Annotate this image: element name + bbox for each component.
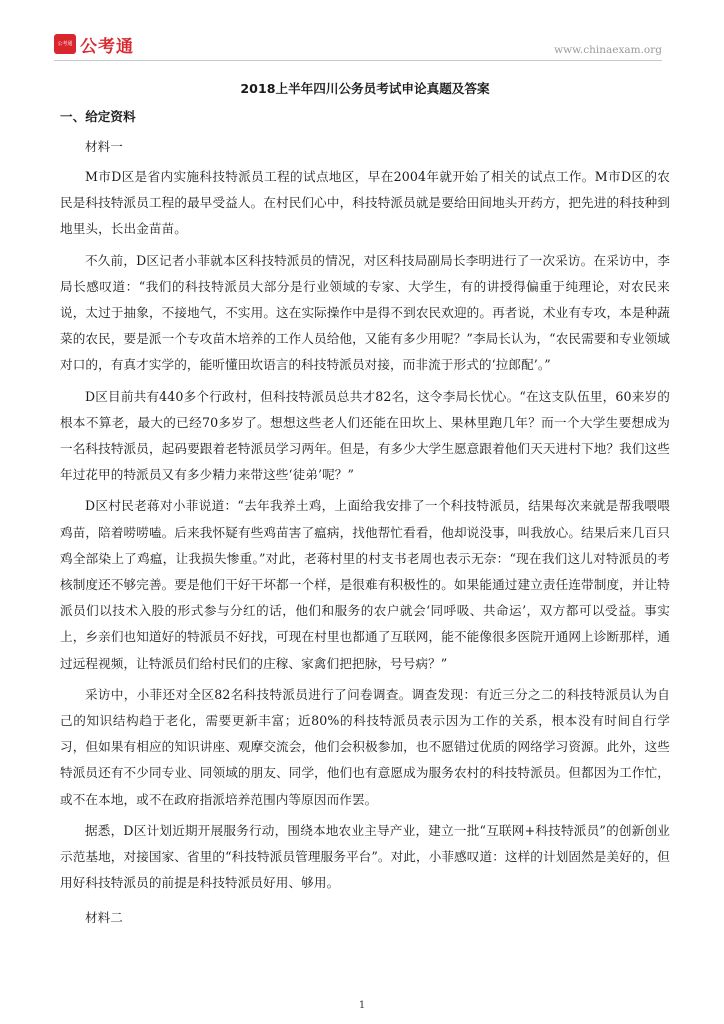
document-body	[60, 74, 670, 935]
material-label: 材料二	[85, 910, 123, 926]
paragraph: M市D区是省内实施科技特派员工程的试点地区，早在2004年就开始了相关的试点工作。M市D区的农民是科技特派员工程的最早受益人。在村民们心中，科技特派员就是要给田间地头开药方，把先进的科技种到地里头，长出金苗苗。	[60, 169, 670, 237]
page-header	[0, 0, 724, 62]
page-number: 1	[358, 1000, 366, 1011]
section-heading: 一、给定资料	[60, 109, 136, 124]
brand-logo[interactable]	[54, 34, 134, 57]
paragraph: 采访中，小菲还对全区82名科技特派员进行了问卷调查。调查发现：有近三分之二的科技特派员认为自己的知识结构趋于老化，需要更新丰富；近80%的科技特派员表示因为工作的关系，根本没有时间自行学习，但如果有相应的知识讲座、观摩交流会，他们会积极参加，也不愿错过优质的网络学习资源。此外，这些特派员还有不少同专业、同领域的朋友、同学，他们也有意愿成为服务农村的科技特派员。但都因为工作忙，或不在本地，或不在政府指派培养范围内等原因而作罢。	[60, 686, 670, 807]
paragraph: D区目前共有440多个行政村，但科技特派员总共才82名，这令李局长忧心。“在这支队伍里，60来岁的根本不算老，最大的已经70多岁了。想想这些老人们还能在田坎上、果林里跑几年？而一个大学生要想成为一名科技特派员，起码要跟着老特派员学习两年。但是，有多少大学生愿意跟着他们天天进村下地？我们这些年过花甲的特派员又有多少精力来带这些‘徒弟’呢？”	[60, 388, 670, 483]
logo-badge-icon: 公考通	[54, 34, 76, 54]
logo-text: 公考通	[80, 36, 134, 57]
paragraph: D区村民老蒋对小菲说道：“去年我养土鸡，上面给我安排了一个科技特派员，结果每次来就是帮我喂喂鸡苗，陪着唠唠嗑。后来我怀疑有些鸡苗害了瘟病，找他帮忙看看，他却说没事，叫我放心。结果后来几百只鸡全部染上了鸡瘟，让我损失惨重。”对此，老蒋村里的村支书老周也表示无奈：“现在我们这儿对特派员的考核制度还不够完善。要是他们干好干坏都一个样，是很难有积极性的。如果能通过建立责任连带制度，并让特派员们以技术入股的形式参与分红的话，他们和服务的农户就会‘同呼吸、共命运’，双方都可以受益。事实上，乡亲们也知道好的特派员不好找，可现在村里也都通了互联网，能不能像很多医院开通网上诊断那样，通过远程视频，让特派员们给村民们的庄稼、家禽们把把脉，号号病？”	[60, 498, 670, 671]
material-label: 材料一	[85, 139, 123, 154]
document-title: 2018上半年四川公务员考试申论真题及答案	[240, 81, 490, 96]
header-divider	[54, 60, 662, 61]
site-url[interactable]: www.chinaexam.org	[554, 44, 662, 56]
paragraph: 据悉，D区计划近期开展服务行动，围绕本地农业主导产业，建立一批“互联网+科技特派员”的创新创业示范基地，对接国家、省里的“科技特派员管理服务平台”。对此，小菲感叹道：这样的计划固然是美好的，但用好科技特派员的前提是科技特派员好用、够用。	[60, 822, 670, 891]
paragraph: 不久前，D区记者小菲就本区科技特派员的情况，对区科技局副局长李明进行了一次采访。在采访中，李局长感叹道：“我们的科技特派员大部分是行业领域的专家、大学生，有的讲授得偏重于纯理论，对农民来说，太过于抽象，不接地气，不实用。这在实际操作中是得不到农民欢迎的。再者说，术业有专攻，本是种蔬菜的农民，要是派一个专攻苗木培养的工作人员给他，又能有多少用呢？”李局长认为，“农民需要和专业领域对口的，有真才实学的，能听懂田坎语言的科技特派员对接，而非流于形式的‘拉郎配’。”	[60, 252, 670, 373]
